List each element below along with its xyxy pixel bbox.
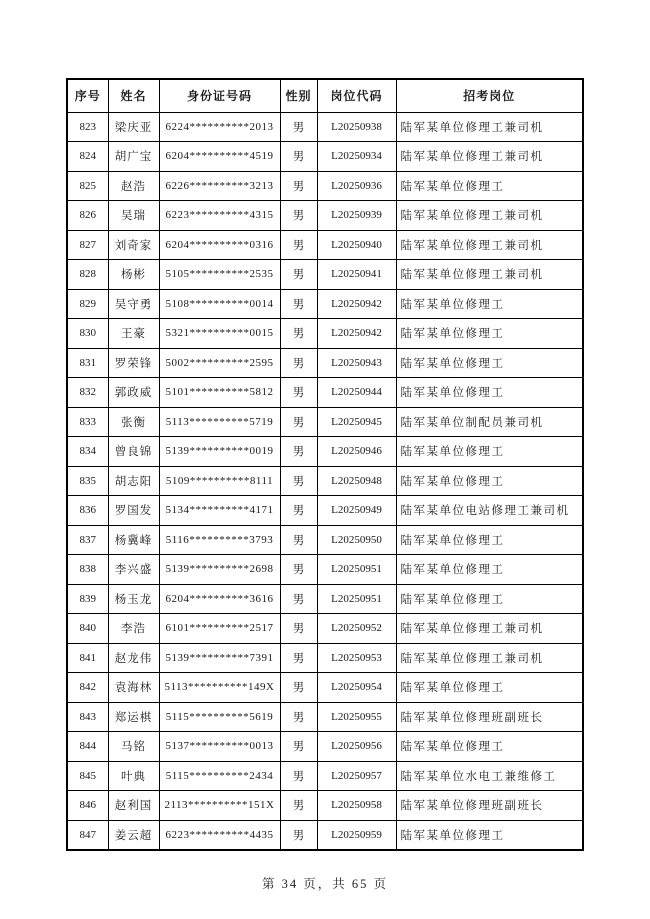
cell-index: 842 [67,673,108,703]
cell-index: 840 [67,614,108,644]
cell-gender: 男 [280,319,317,349]
table-row [67,732,583,762]
cell-job-title: 陆军某单位修理工兼司机 [396,260,583,290]
cell-name: 杨彬 [108,260,159,290]
cell-job-code: L20250951 [317,555,396,585]
cell-id-number: 5115**********2434 [159,761,280,791]
table-row [67,407,583,437]
cell-job-title: 陆军某单位修理工兼司机 [396,112,583,142]
cell-gender: 男 [280,761,317,791]
table-header [67,79,583,112]
cell-job-code: L20250955 [317,702,396,732]
cell-name: 梁庆亚 [108,112,159,142]
cell-name: 胡广宝 [108,142,159,172]
table-row [67,761,583,791]
cell-gender: 男 [280,791,317,821]
cell-gender: 男 [280,142,317,172]
cell-job-code: L20250945 [317,407,396,437]
cell-job-code: L20250946 [317,437,396,467]
table-row [67,525,583,555]
cell-job-code: L20250940 [317,230,396,260]
cell-job-code: L20250951 [317,584,396,614]
cell-index: 844 [67,732,108,762]
cell-gender: 男 [280,260,317,290]
cell-id-number: 5139**********0019 [159,437,280,467]
cell-index: 836 [67,496,108,526]
cell-gender: 男 [280,112,317,142]
cell-id-number: 5113**********5719 [159,407,280,437]
cell-job-code: L20250956 [317,732,396,762]
cell-id-number: 6223**********4315 [159,201,280,231]
cell-id-number: 6226**********3213 [159,171,280,201]
cell-index: 839 [67,584,108,614]
cell-job-code: L20250943 [317,348,396,378]
table-row [67,791,583,821]
table-row [67,437,583,467]
cell-id-number: 5101**********5812 [159,378,280,408]
cell-job-code: L20250939 [317,201,396,231]
cell-gender: 男 [280,555,317,585]
cell-index: 830 [67,319,108,349]
cell-name: 胡志阳 [108,466,159,496]
cell-job-title: 陆军某单位修理工 [396,319,583,349]
table-row [67,230,583,260]
cell-id-number: 6224**********2013 [159,112,280,142]
cell-id-number: 5115**********5619 [159,702,280,732]
cell-index: 834 [67,437,108,467]
table-row [67,466,583,496]
cell-index: 837 [67,525,108,555]
cell-index: 832 [67,378,108,408]
table-row [67,171,583,201]
cell-job-code: L20250953 [317,643,396,673]
cell-gender: 男 [280,584,317,614]
table-row [67,112,583,142]
cell-index: 835 [67,466,108,496]
cell-index: 841 [67,643,108,673]
cell-gender: 男 [280,466,317,496]
cell-job-title: 陆军某单位修理工 [396,820,583,850]
cell-index: 824 [67,142,108,172]
cell-index: 826 [67,201,108,231]
cell-gender: 男 [280,643,317,673]
cell-job-code: L20250941 [317,260,396,290]
cell-name: 刘奇家 [108,230,159,260]
cell-job-title: 陆军某单位修理工 [396,673,583,703]
cell-gender: 男 [280,820,317,850]
cell-gender: 男 [280,673,317,703]
cell-job-code: L20250952 [317,614,396,644]
cell-job-title: 陆军某单位水电工兼维修工 [396,761,583,791]
cell-gender: 男 [280,230,317,260]
cell-id-number: 5134**********4171 [159,496,280,526]
cell-job-title: 陆军某单位修理工兼司机 [396,643,583,673]
cell-job-code: L20250957 [317,761,396,791]
page-number-footer: 第 34 页，共 65 页 [261,877,388,891]
cell-name: 吴瑞 [108,201,159,231]
cell-gender: 男 [280,378,317,408]
cell-id-number: 5116**********3793 [159,525,280,555]
cell-job-title: 陆军某单位修理工 [396,437,583,467]
cell-id-number: 6101**********2517 [159,614,280,644]
cell-index: 823 [67,112,108,142]
cell-job-code: L20250942 [317,319,396,349]
cell-gender: 男 [280,496,317,526]
table-row [67,584,583,614]
cell-job-title: 陆军某单位修理工 [396,171,583,201]
table-row [67,142,583,172]
cell-name: 赵利国 [108,791,159,821]
cell-job-title: 陆军某单位修理工 [396,289,583,319]
cell-gender: 男 [280,201,317,231]
cell-name: 马铭 [108,732,159,762]
cell-id-number: 5321**********0015 [159,319,280,349]
cell-id-number: 6204**********4519 [159,142,280,172]
cell-id-number: 5105**********2535 [159,260,280,290]
cell-job-title: 陆军某单位电站修理工兼司机 [396,496,583,526]
cell-name: 李兴盛 [108,555,159,585]
table-row [67,348,583,378]
cell-name: 曾良锦 [108,437,159,467]
cell-job-title: 陆军某单位修理工兼司机 [396,230,583,260]
table-row [67,319,583,349]
recruitment-roster-table [66,78,584,851]
cell-gender: 男 [280,525,317,555]
cell-index: 846 [67,791,108,821]
cell-job-code: L20250942 [317,289,396,319]
cell-job-title: 陆军某单位修理工兼司机 [396,614,583,644]
col-header-index: 序号 [67,79,108,112]
table-row [67,496,583,526]
cell-job-code: L20250949 [317,496,396,526]
cell-index: 825 [67,171,108,201]
cell-name: 赵龙伟 [108,643,159,673]
cell-name: 赵浩 [108,171,159,201]
table-row [67,289,583,319]
col-header-name: 姓名 [108,79,159,112]
col-header-gender: 性别 [280,79,317,112]
cell-job-title: 陆军某单位修理工 [396,555,583,585]
table-header-row [67,79,583,112]
cell-index: 845 [67,761,108,791]
cell-name: 罗国发 [108,496,159,526]
cell-job-code: L20250948 [317,466,396,496]
cell-index: 831 [67,348,108,378]
cell-name: 王豪 [108,319,159,349]
col-header-job-code: 岗位代码 [317,79,396,112]
cell-gender: 男 [280,732,317,762]
cell-name: 叶典 [108,761,159,791]
cell-id-number: 5137**********0013 [159,732,280,762]
cell-job-title: 陆军某单位修理工兼司机 [396,142,583,172]
cell-id-number: 6223**********4435 [159,820,280,850]
cell-name: 李浩 [108,614,159,644]
cell-job-title: 陆军某单位修理工 [396,732,583,762]
cell-name: 姜云超 [108,820,159,850]
table-row [67,820,583,850]
cell-index: 828 [67,260,108,290]
cell-job-code: L20250950 [317,525,396,555]
cell-id-number: 5113**********149X [159,673,280,703]
cell-index: 833 [67,407,108,437]
cell-gender: 男 [280,614,317,644]
cell-job-code: L20250944 [317,378,396,408]
cell-gender: 男 [280,171,317,201]
table-row [67,378,583,408]
cell-name: 袁海林 [108,673,159,703]
cell-index: 847 [67,820,108,850]
cell-gender: 男 [280,702,317,732]
cell-id-number: 6204**********3616 [159,584,280,614]
cell-job-title: 陆军某单位修理工 [396,378,583,408]
cell-name: 张衡 [108,407,159,437]
table-row [67,614,583,644]
table-body [67,112,583,850]
cell-job-title: 陆军某单位修理班副班长 [396,791,583,821]
cell-id-number: 5002**********2595 [159,348,280,378]
cell-job-code: L20250958 [317,791,396,821]
cell-job-code: L20250938 [317,112,396,142]
cell-gender: 男 [280,437,317,467]
col-header-job-title: 招考岗位 [396,79,583,112]
cell-id-number: 5139**********7391 [159,643,280,673]
cell-name: 郭政威 [108,378,159,408]
cell-id-number: 5109**********8111 [159,466,280,496]
cell-job-code: L20250934 [317,142,396,172]
cell-job-code: L20250936 [317,171,396,201]
cell-name: 罗荣锋 [108,348,159,378]
cell-gender: 男 [280,407,317,437]
cell-job-title: 陆军某单位修理工 [396,348,583,378]
cell-job-title: 陆军某单位修理工 [396,466,583,496]
table-row [67,555,583,585]
table-row [67,260,583,290]
cell-index: 829 [67,289,108,319]
table-row [67,643,583,673]
cell-index: 827 [67,230,108,260]
table-row [67,201,583,231]
cell-id-number: 5139**********2698 [159,555,280,585]
cell-name: 吴守勇 [108,289,159,319]
cell-gender: 男 [280,289,317,319]
col-header-id-number: 身份证号码 [159,79,280,112]
cell-name: 郑运棋 [108,702,159,732]
cell-name: 杨玉龙 [108,584,159,614]
cell-job-code: L20250959 [317,820,396,850]
table-row [67,702,583,732]
cell-id-number: 5108**********0014 [159,289,280,319]
cell-id-number: 6204**********0316 [159,230,280,260]
cell-job-title: 陆军某单位修理工兼司机 [396,201,583,231]
cell-job-title: 陆军某单位修理工 [396,525,583,555]
table-row [67,673,583,703]
cell-job-code: L20250954 [317,673,396,703]
cell-index: 838 [67,555,108,585]
cell-job-title: 陆军某单位修理班副班长 [396,702,583,732]
cell-index: 843 [67,702,108,732]
cell-job-title: 陆军某单位修理工 [396,584,583,614]
cell-name: 杨冀峰 [108,525,159,555]
cell-job-title: 陆军某单位制配员兼司机 [396,407,583,437]
cell-gender: 男 [280,348,317,378]
cell-id-number: 2113**********151X [159,791,280,821]
